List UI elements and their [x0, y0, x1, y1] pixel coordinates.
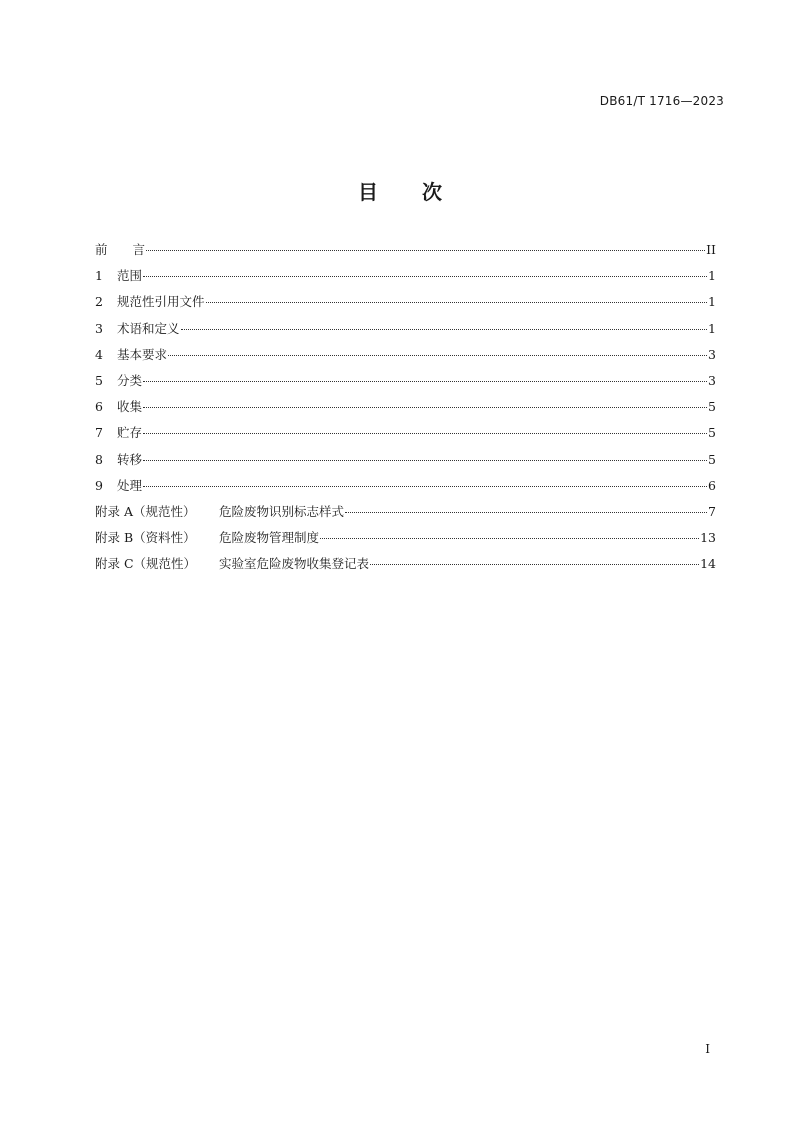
dot-leader	[143, 407, 707, 408]
table-of-contents	[95, 240, 716, 580]
toc-label: 分类	[117, 372, 143, 388]
toc-entry-appendix-c[interactable]	[95, 554, 716, 580]
toc-entry-section-2[interactable]	[95, 292, 716, 318]
dot-leader	[370, 564, 699, 565]
toc-entry-appendix-a[interactable]	[95, 502, 716, 528]
dot-leader	[143, 381, 707, 382]
section-number: 2	[95, 294, 103, 310]
toc-label: 危险废物管理制度	[219, 530, 320, 546]
toc-page-number: 3	[708, 372, 716, 388]
section-number: 6	[95, 399, 103, 415]
toc-entry-section-3[interactable]	[95, 319, 716, 345]
toc-entry-section-9[interactable]	[95, 476, 716, 502]
toc-entry-section-4[interactable]	[95, 345, 716, 371]
toc-label: 基本要求	[117, 346, 168, 362]
dot-leader	[206, 302, 708, 303]
section-number: 3	[95, 320, 103, 336]
toc-page-number: 6	[708, 477, 716, 493]
toc-entry-section-1[interactable]	[95, 266, 716, 292]
toc-label: 实验室危险废物收集登记表	[219, 556, 370, 572]
section-number: 1	[95, 268, 103, 284]
dot-leader	[143, 486, 707, 487]
toc-entry-section-6[interactable]	[95, 397, 716, 423]
toc-label: 收集	[117, 399, 143, 415]
dot-leader	[168, 355, 707, 356]
dot-leader	[143, 276, 707, 277]
toc-entry-section-5[interactable]	[95, 371, 716, 397]
toc-page-number: 1	[708, 320, 716, 336]
dot-leader	[143, 460, 707, 461]
toc-label: 贮存	[117, 425, 143, 441]
toc-label: 术语和定义	[117, 320, 180, 336]
toc-label: 处理	[117, 477, 143, 493]
toc-page-number: 7	[708, 503, 716, 519]
document-code: DB61/T 1716—2023	[599, 94, 724, 108]
toc-label: 危险废物识别标志样式	[219, 503, 345, 519]
toc-label: 前 言	[95, 242, 146, 257]
section-number: 8	[95, 451, 103, 467]
page-title	[0, 176, 800, 205]
toc-entry-section-7[interactable]	[95, 423, 716, 449]
section-number: 4	[95, 346, 103, 362]
toc-page-number: II	[706, 242, 716, 257]
toc-entry-preface[interactable]	[95, 240, 716, 266]
appendix-prefix: 附录 B（资料性）	[95, 530, 196, 546]
appendix-prefix: 附录 A（规范性）	[95, 503, 196, 519]
title-char-2: 次	[422, 180, 442, 204]
section-number: 9	[95, 477, 103, 493]
section-number: 7	[95, 425, 103, 441]
dot-leader	[320, 538, 699, 539]
section-number: 5	[95, 372, 103, 388]
footer-page-number: I	[705, 1042, 710, 1056]
toc-page-number: 13	[700, 530, 716, 546]
toc-page-number: 5	[708, 425, 716, 441]
toc-label: 转移	[117, 451, 143, 467]
toc-page-number: 3	[708, 346, 716, 362]
toc-page-number: 14	[700, 556, 716, 572]
appendix-prefix: 附录 C（规范性）	[95, 556, 197, 572]
toc-page-number: 5	[708, 451, 716, 467]
toc-label: 范围	[117, 268, 143, 284]
toc-label: 规范性引用文件	[117, 294, 205, 310]
toc-page-number: 5	[708, 399, 716, 415]
title-char-1: 目	[358, 180, 378, 204]
dot-leader	[143, 433, 707, 434]
dot-leader	[345, 512, 707, 513]
toc-entry-appendix-b[interactable]	[95, 528, 716, 554]
toc-page-number: 1	[708, 268, 716, 284]
dot-leader	[146, 250, 705, 251]
dot-leader	[181, 329, 708, 330]
toc-entry-section-8[interactable]	[95, 450, 716, 476]
toc-page-number: 1	[708, 294, 716, 310]
